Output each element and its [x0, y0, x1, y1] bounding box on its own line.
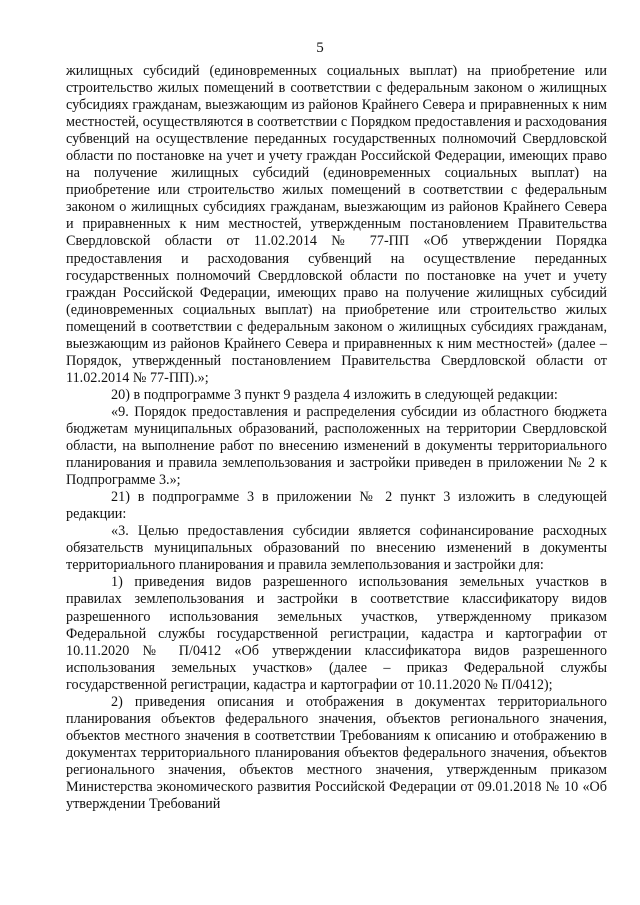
- paragraph-continuation: жилищных субсидий (единовременных социальных выплат) на приобретение или строительство жилых помещений в соответствии с федеральным законом о жилищных субсидиях гражданам, выезжающим из районов Крайнего Севера и приравненных к ним местностей, осуществляются в соответствии с Порядком предоставления и расходования субвенций на осуществление переданных государственных полномочий Свердловской области по постановке на учет и учету граждан Российской Федерации, имеющих право на получение жилищных субсидий (единовременных социальных выплат) на приобретение или строительство жилых помещений в соответствии с федеральным законом о жилищных субсидиях гражданам, выезжающим из районов Крайнего Севера и приравненных к ним местностей, утвержденным постановлением Правительства Свердловской области от 11.02.2014 № 77-ПП «Об утверждении Порядка предоставления и расходования субвенций на осуществление переданных государственных полномочий Свердловской области по постановке на учет и учету граждан Российской Федерации, имеющих право на получение жилищных субсидий (единовременных социальных выплат) на приобретение или строительство жилых помещений в соответствии с федеральным законом о жилищных субсидиях гражданам, выезжающим из районов Крайнего Севера и приравненных к ним местностей» (далее – Порядок, утвержденный постановлением Правительства Свердловской области от 11.02.2014 № 77-ПП).»;: [66, 63, 607, 386]
- paragraph-subitem-2: 2) приведения описания и отображения в документах территориального планирования объектов федерального значения, объектов регионального значения, объектов местного значения в соответствии Требованиям к описанию и отображению в документах территориального планирования объектов федерального значения, объектов регионального значения, объектов местного значения, утвержденным приказом Министерства экономического развития Российской Федерации от 09.01.2018 № 10 «Об утверждении Требований: [66, 693, 607, 813]
- paragraph-quote-9: «9. Порядок предоставления и распределения субсидии из областного бюджета бюджетам муниципальных образований, расположенных на территории Свердловской области, на выполнение работ по внесению изменений в документы территориального планирования и правила землепользования и застройки приведен в приложении № 2 к Подпрограмме 3.»;: [66, 403, 607, 489]
- paragraph-subitem-1: 1) приведения видов разрешенного использования земельных участков в правилах землепользования и застройки в соответствие классификатору видов разрешенного использования земельных участков, утвержденному приказом Федеральной службы государственной регистрации, кадастра и картографии от 10.11.2020 № П/0412 «Об утверждении классификатора видов разрешенного использования земельных участков» (далее – приказ Федеральной службы государственной регистрации, кадастра и картографии от 10.11.2020 № П/0412);: [66, 574, 607, 693]
- paragraph-item-21: 21) в подпрограмме 3 в приложении № 2 пункт 3 изложить в следующей редакции:: [66, 489, 607, 523]
- paragraph-item-20: 20) в подпрограмме 3 пункт 9 раздела 4 изложить в следующей редакции:: [111, 386, 558, 403]
- document-body: [66, 63, 607, 813]
- paragraph-quote-3: «3. Целью предоставления субсидии является софинансирование расходных обязательств муниципальных образований по внесению изменений в документы территориального планирования и правила землепользования и застройки для:: [66, 523, 607, 574]
- page-number: 5: [316, 40, 324, 56]
